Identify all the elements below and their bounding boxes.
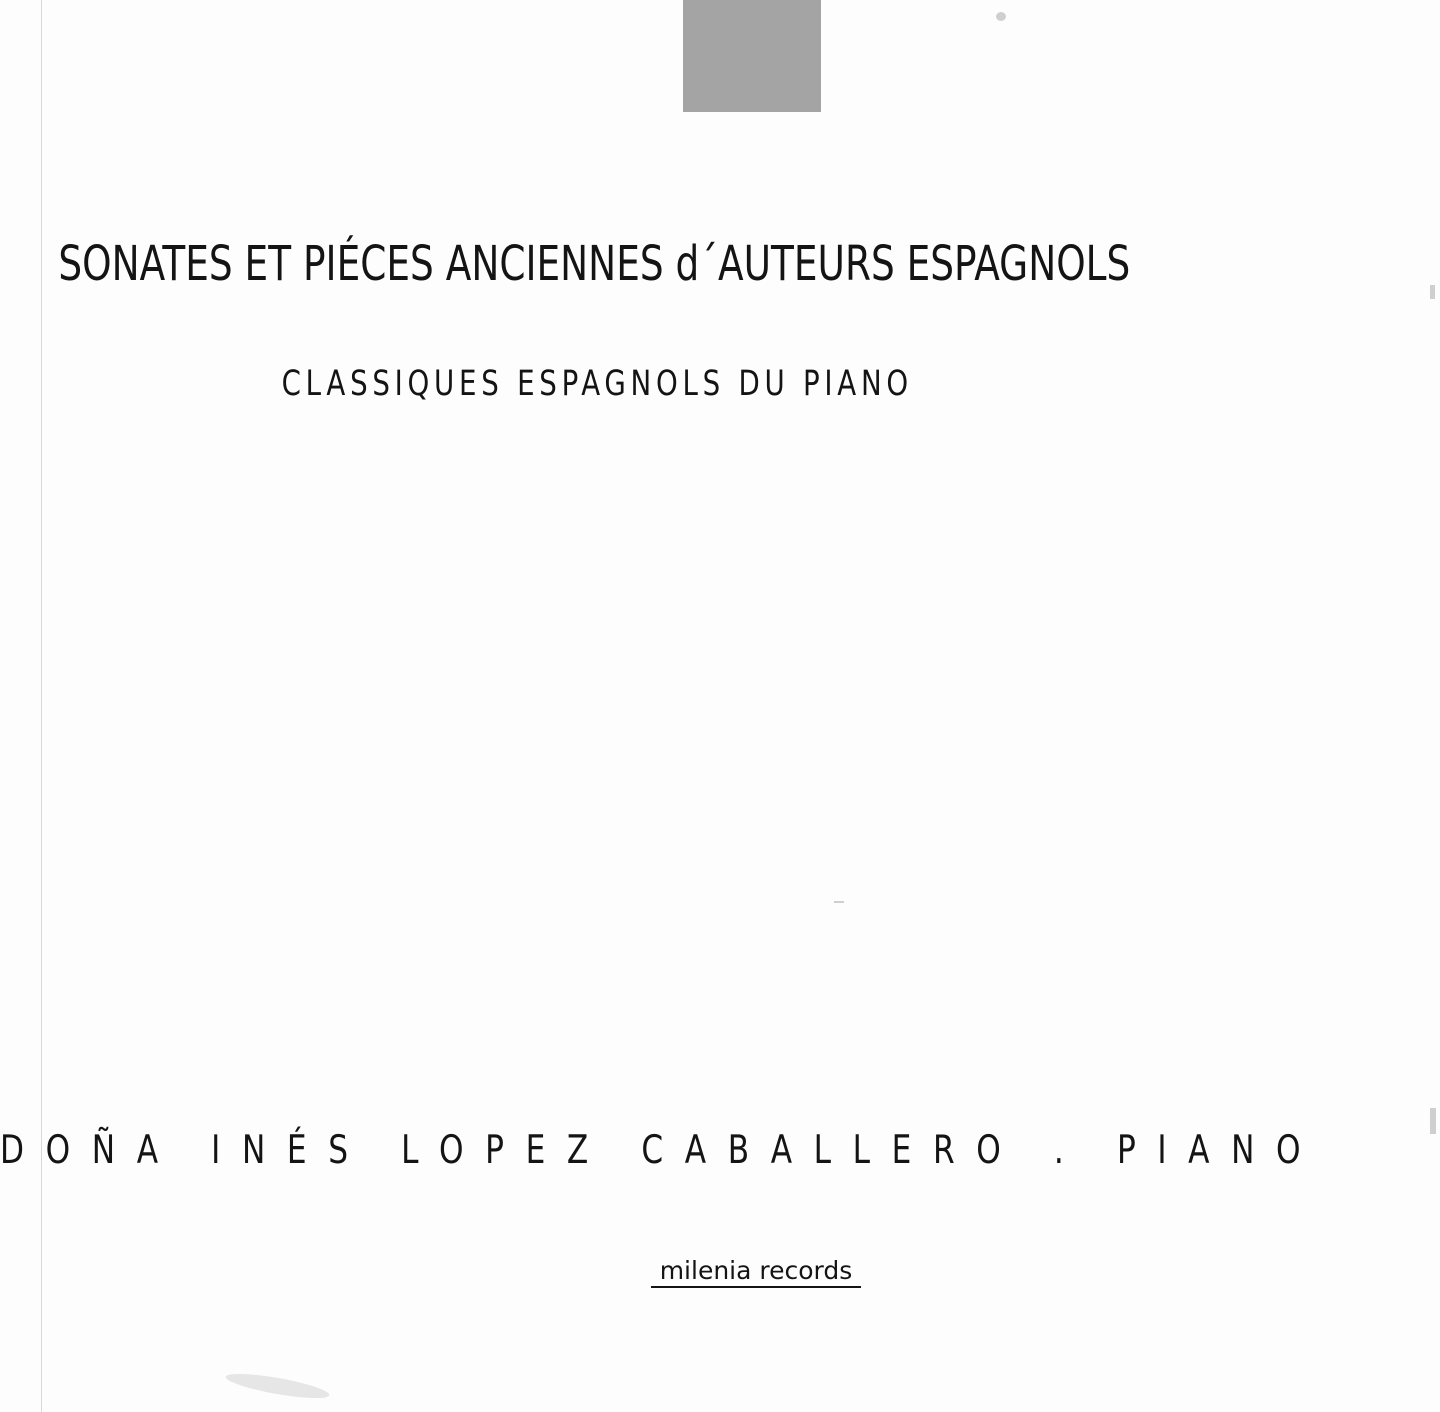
performer-credit: DOÑA INÉS LOPEZ CABALLERO . PIANO [0, 1128, 1323, 1173]
scan-speck [1430, 285, 1435, 299]
scan-speck [834, 901, 844, 903]
left-edge-line [41, 0, 42, 1412]
album-title: SONATES ET PIÉCES ANCIENNES d´AUTEURS ESPAGNOLS [58, 236, 1131, 292]
record-label: milenia records [651, 1256, 861, 1288]
scan-speck [1430, 1108, 1436, 1134]
album-subtitle: CLASSIQUES ESPAGNOLS DU PIANO [281, 364, 913, 404]
scan-scuff [224, 1369, 330, 1403]
gray-square-block [683, 0, 821, 112]
scan-speck [996, 12, 1006, 21]
